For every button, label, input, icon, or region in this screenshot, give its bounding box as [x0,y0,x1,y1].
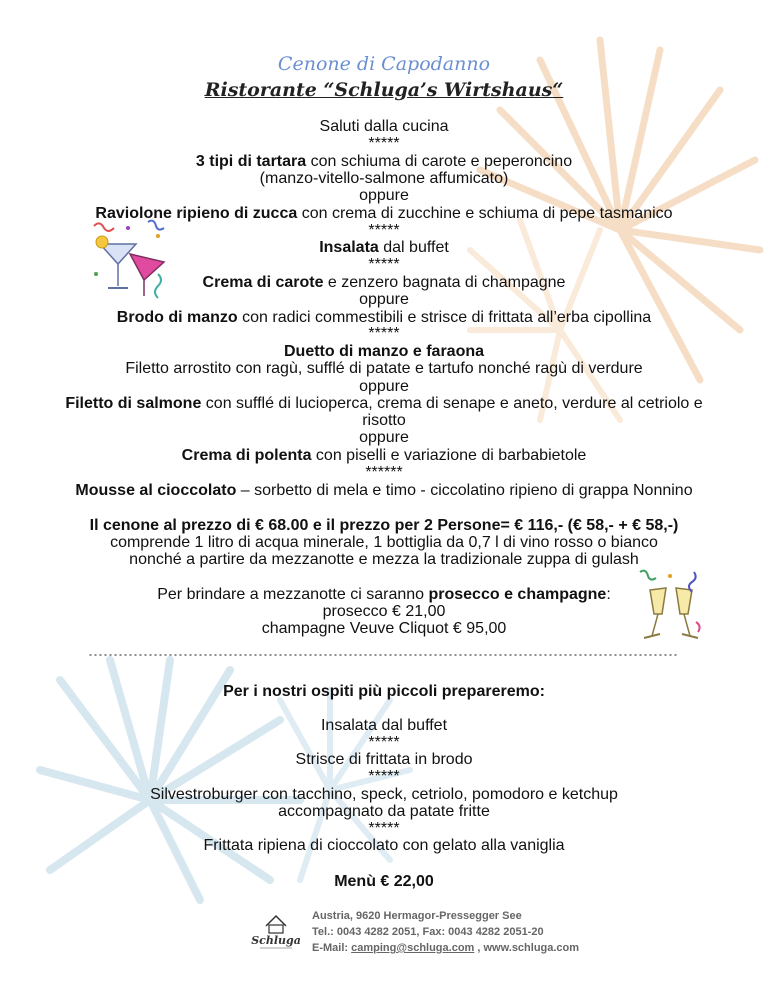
kids-item: Strisce di frittata in brodo [295,751,473,768]
oppure-text: oppure [359,378,409,395]
oppure-text: oppure [359,291,409,308]
separator: ***** [368,256,400,273]
menu-title: Cenone di Capodanno [277,53,491,75]
drinks-intro-pre: Per brindare a mezzanotte ci saranno [157,586,429,603]
dessert [0,482,768,500]
oppure-text: oppure [359,187,409,204]
dish-desc: con radici commestibili e strisce di frittata all’erba cipollina [237,309,652,326]
dish-desc: con crema di zucchine e schiuma di pepe tasmanico [297,205,673,222]
starter-1-detail: (manzo-vitello-salmone affumicato) [259,170,509,187]
drinks-intro [0,586,768,604]
champagne-price: champagne Veuve Cliquot € 95,00 [261,620,507,637]
kids-item: Frittata ripiena di cioccolato con gelato alla vaniglia [203,837,565,854]
salad [0,239,768,257]
dotted-divider [88,652,678,658]
footer-contact [312,908,579,956]
separator: ***** [368,325,400,342]
dish-name: 3 tipi di tartara [195,153,307,170]
logo-text: Schluga [251,934,301,947]
price-line-3: nonché a partire da mezzanotte e mezza la tradizionale zuppa di gulash [129,551,639,568]
footer-address: Austria, 9620 Hermagor-Pressegger See [312,910,522,922]
dish-name: Insalata [319,239,379,256]
main-2 [0,395,768,413]
separator: ***** [368,734,400,751]
website-text: , www.schluga.com [474,942,580,954]
price-line-1: Il cenone al prezzo di € 68.00 e il prezzo per 2 Persone= € 116,- (€ 58,- + € 58,-) [89,517,679,534]
main-1-title: Duetto di manzo e faraona [283,343,485,360]
kids-item-cont: accompagnato da patate fritte [278,803,490,820]
separator: ****** [365,464,403,481]
email-link[interactable]: camping@schluga.com [351,942,475,954]
dish-name: Filetto di salmone [65,395,202,412]
main-3 [0,447,768,465]
dish-desc: – sorbetto di mela e timo - ciccolatino ripieno di grappa Nonnino [236,482,693,499]
drinks-intro-post: : [606,586,611,603]
dish-desc: con sufflé di lucioperca, crema di senape e aneto, verdure al cetriolo e [201,395,703,412]
main-2-cont: risotto [362,412,406,429]
greeting: Saluti dalla cucina [319,118,449,135]
separator: ***** [368,222,400,239]
dish-name: Crema di polenta [181,447,312,464]
oppure-text: oppure [359,429,409,446]
separator: ***** [368,820,400,837]
soup-1 [0,274,768,292]
dish-desc: dal buffet [378,239,449,256]
kids-item: Silvestroburger con tacchino, speck, cetriolo, pomodoro e ketchup [150,786,618,803]
main-1-desc: Filetto arrostito con ragù, sufflé di patate e tartufo nonché ragù di verdure [125,360,643,377]
starter-2 [0,205,768,223]
dish-name: Crema di carote [202,274,324,291]
kids-title: Per i nostri ospiti più piccoli prepareremo: [223,683,545,700]
drinks-intro-bold: prosecco e champagne [428,586,607,603]
dish-name: Mousse al cioccolato [75,482,237,499]
dish-desc: e zenzero bagnata di champagne [323,274,566,291]
separator: ***** [368,135,400,152]
email-label: E-Mail: [312,942,352,954]
footer-email-row [312,940,579,956]
prosecco-price: prosecco € 21,00 [322,603,446,620]
kids-menu-price: Menù € 22,00 [334,873,434,890]
dish-name: Brodo di manzo [116,309,238,326]
dish-desc: con schiuma di carote e peperoncino [306,153,573,170]
price-line-2: comprende 1 litro di acqua minerale, 1 bottiglia da 0,7 l di vino rosso o bianco [110,534,658,551]
separator: ***** [368,768,400,785]
schluga-logo [251,912,301,952]
footer-phone: Tel.: 0043 4282 2051, Fax: 0043 4282 2051-20 [312,926,544,938]
restaurant-name: Ristorante “Schluga’s Wirtshaus“ [204,79,564,101]
dish-desc: con piselli e variazione di barbabietole [311,447,587,464]
dish-name: Raviolone ripieno di zucca [95,205,298,222]
starter-1 [0,153,768,171]
kids-item: Insalata dal buffet [320,717,448,734]
